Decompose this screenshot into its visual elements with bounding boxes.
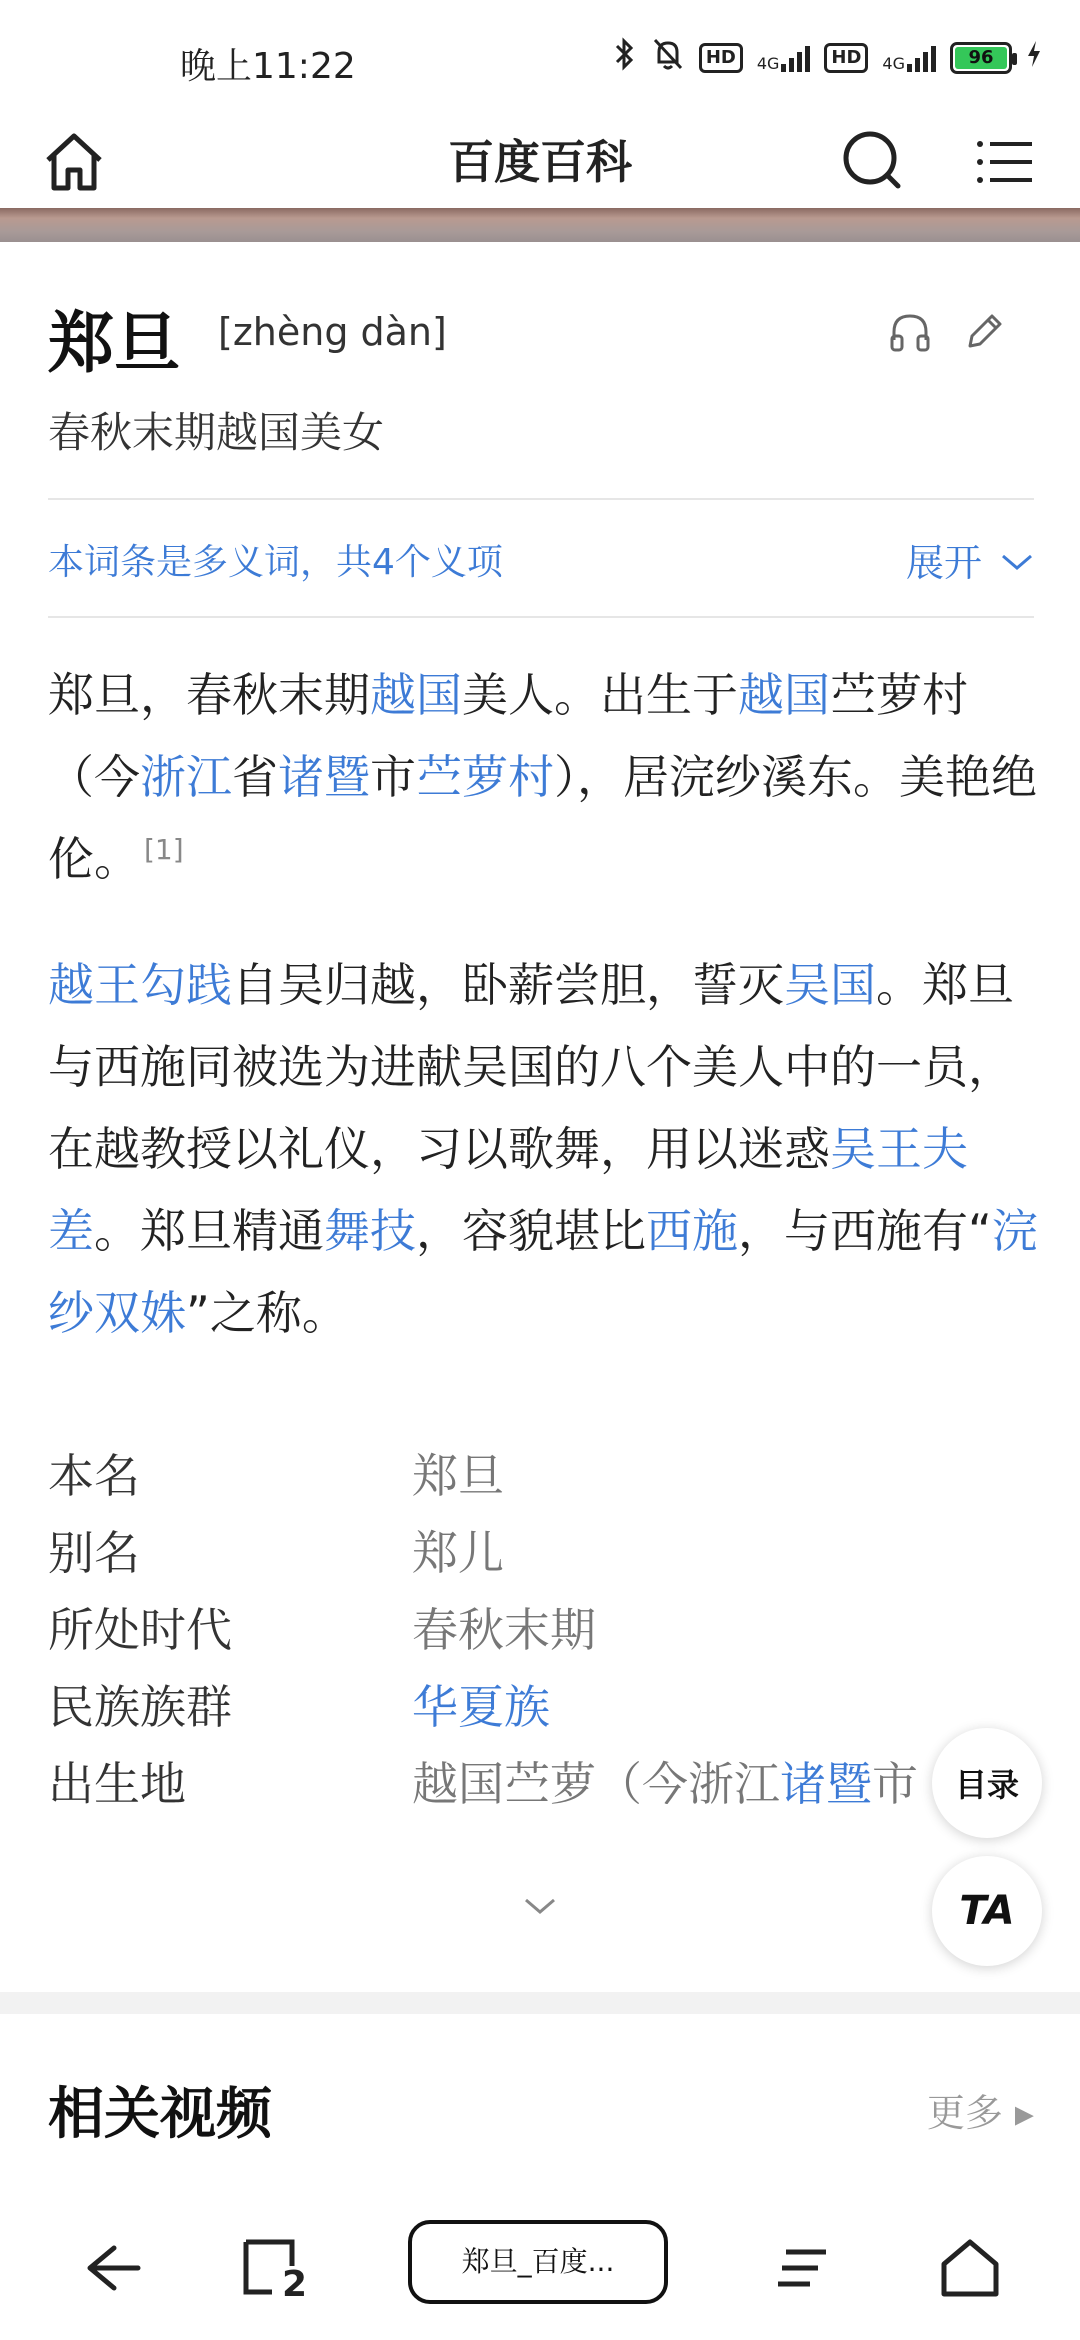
entry-subtitle: 春秋末期越国美女	[48, 408, 385, 457]
infobox	[48, 1440, 1038, 1825]
link-yueguo[interactable]: 越国	[370, 668, 462, 722]
signal-1: 4G	[757, 44, 811, 72]
bottom-nav	[0, 2200, 1080, 2340]
infobox-value: 郑儿	[412, 1526, 504, 1580]
signal-2: 4G	[882, 44, 936, 72]
divider-2	[48, 616, 1034, 618]
charging-icon	[1026, 39, 1042, 77]
infobox-value	[412, 1748, 918, 1814]
related-videos-title: 相关视频	[48, 2082, 272, 2147]
back-arrow-icon[interactable]	[66, 2228, 146, 2308]
link-fuchai[interactable]: 吴王夫差	[48, 1122, 968, 1258]
infobox-expand-chevron-icon[interactable]	[520, 1892, 560, 1922]
text: 自吴归越，卧薪尝胆，誓灭	[232, 958, 784, 1012]
app-title: 百度百科	[448, 135, 632, 189]
paragraph-story	[48, 944, 1038, 1354]
bluetooth-icon	[613, 36, 637, 80]
infobox-row	[48, 1748, 1038, 1825]
infobox-value: 春秋末期	[412, 1603, 596, 1657]
hd-badge-2: HD	[824, 43, 868, 73]
link-xishi[interactable]: 西施	[646, 1204, 738, 1258]
divider	[48, 498, 1034, 500]
link-zhuluocun[interactable]: 苎萝村	[416, 750, 554, 804]
reference-marker[interactable]: [1]	[144, 832, 184, 866]
entry-title: 郑旦	[48, 305, 180, 382]
infobox-row	[48, 1517, 1038, 1594]
battery-icon	[950, 42, 1012, 74]
text: 省	[232, 750, 278, 804]
hd-badge: HD	[699, 43, 743, 73]
infobox-key: 所处时代	[48, 1603, 232, 1657]
text: ），居浣纱溪东。美艳绝伦。	[48, 750, 1037, 886]
link-yueguo-2[interactable]: 越国	[738, 668, 830, 722]
text: ”之称。	[186, 1286, 348, 1340]
infobox-value: 郑旦	[412, 1449, 504, 1503]
signal-bars-icon-2	[907, 44, 936, 72]
chevron-down-icon	[1000, 538, 1034, 582]
link-wuguo[interactable]: 吴国	[784, 958, 876, 1012]
battery-level: 96	[955, 47, 1007, 69]
text: 苎萝村（今	[48, 668, 968, 804]
link-wuji[interactable]: 舞技	[324, 1204, 416, 1258]
hero-image-strip	[0, 208, 1080, 242]
infobox-row	[48, 1594, 1038, 1671]
text: 。郑旦精通	[94, 1204, 324, 1258]
link-zhejiang[interactable]: 浙江	[140, 750, 232, 804]
polysemy-note[interactable]: 本词条是多义词，共4个义项	[48, 542, 503, 583]
expand-button[interactable]	[906, 532, 1034, 587]
tab-count: 2	[282, 2264, 308, 2305]
list-menu-icon[interactable]	[764, 2228, 844, 2308]
infobox-key: 本名	[48, 1449, 140, 1503]
tabs-icon[interactable]	[232, 2228, 312, 2308]
link-goujian[interactable]: 越王勾践	[48, 958, 232, 1012]
more-link[interactable]: 更多 ▸	[926, 2091, 1034, 2135]
link-huansha-shuangshu[interactable]: 浣纱双姝	[48, 1204, 1038, 1340]
text: 郑旦，春秋末期	[48, 668, 370, 722]
status-time: 晚上11:22	[180, 46, 356, 87]
toc-button[interactable]: 目录	[932, 1728, 1042, 1838]
search-icon[interactable]	[834, 122, 914, 202]
infobox-row	[48, 1671, 1038, 1748]
infobox-key: 别名	[48, 1526, 140, 1580]
infobox-key: 民族族群	[48, 1680, 232, 1734]
status-icons	[613, 38, 1042, 78]
app-header	[0, 112, 1080, 212]
text: 越国苎萝（今浙江	[412, 1757, 780, 1811]
text: 市	[872, 1757, 918, 1811]
infobox-row	[48, 1440, 1038, 1517]
text: 市	[370, 750, 416, 804]
section-separator	[0, 1992, 1080, 2014]
infobox-key: 出生地	[48, 1757, 186, 1811]
current-tab[interactable]: 郑旦_百度...	[408, 2220, 668, 2304]
text: 。郑旦与西施同被选为进献吴国的八个美人中的一员，在越教授以礼仪，习以歌舞，用以迷惑	[48, 958, 1014, 1176]
ta-button[interactable]: TA	[932, 1856, 1042, 1966]
menu-icon[interactable]	[966, 122, 1046, 202]
expand-label: 展开	[905, 541, 982, 585]
mute-bell-icon	[651, 36, 685, 80]
infobox-value-link[interactable]: 华夏族	[412, 1680, 550, 1734]
link-zhuji-2[interactable]: 诸暨	[780, 1757, 872, 1811]
link-zhuji[interactable]: 诸暨	[278, 750, 370, 804]
audio-headphones-icon[interactable]	[884, 306, 936, 358]
paragraph-intro	[48, 654, 1038, 900]
text: ，容貌堪比	[416, 1204, 646, 1258]
status-bar	[0, 0, 1080, 112]
text: ，与西施有“	[738, 1204, 992, 1258]
text: 美人。出生于	[462, 668, 738, 722]
entry-pinyin: [zhèng dàn]	[218, 310, 447, 354]
signal-bars-icon	[781, 44, 810, 72]
edit-pencil-icon[interactable]	[958, 306, 1010, 358]
home-icon-bottom[interactable]	[930, 2228, 1010, 2308]
